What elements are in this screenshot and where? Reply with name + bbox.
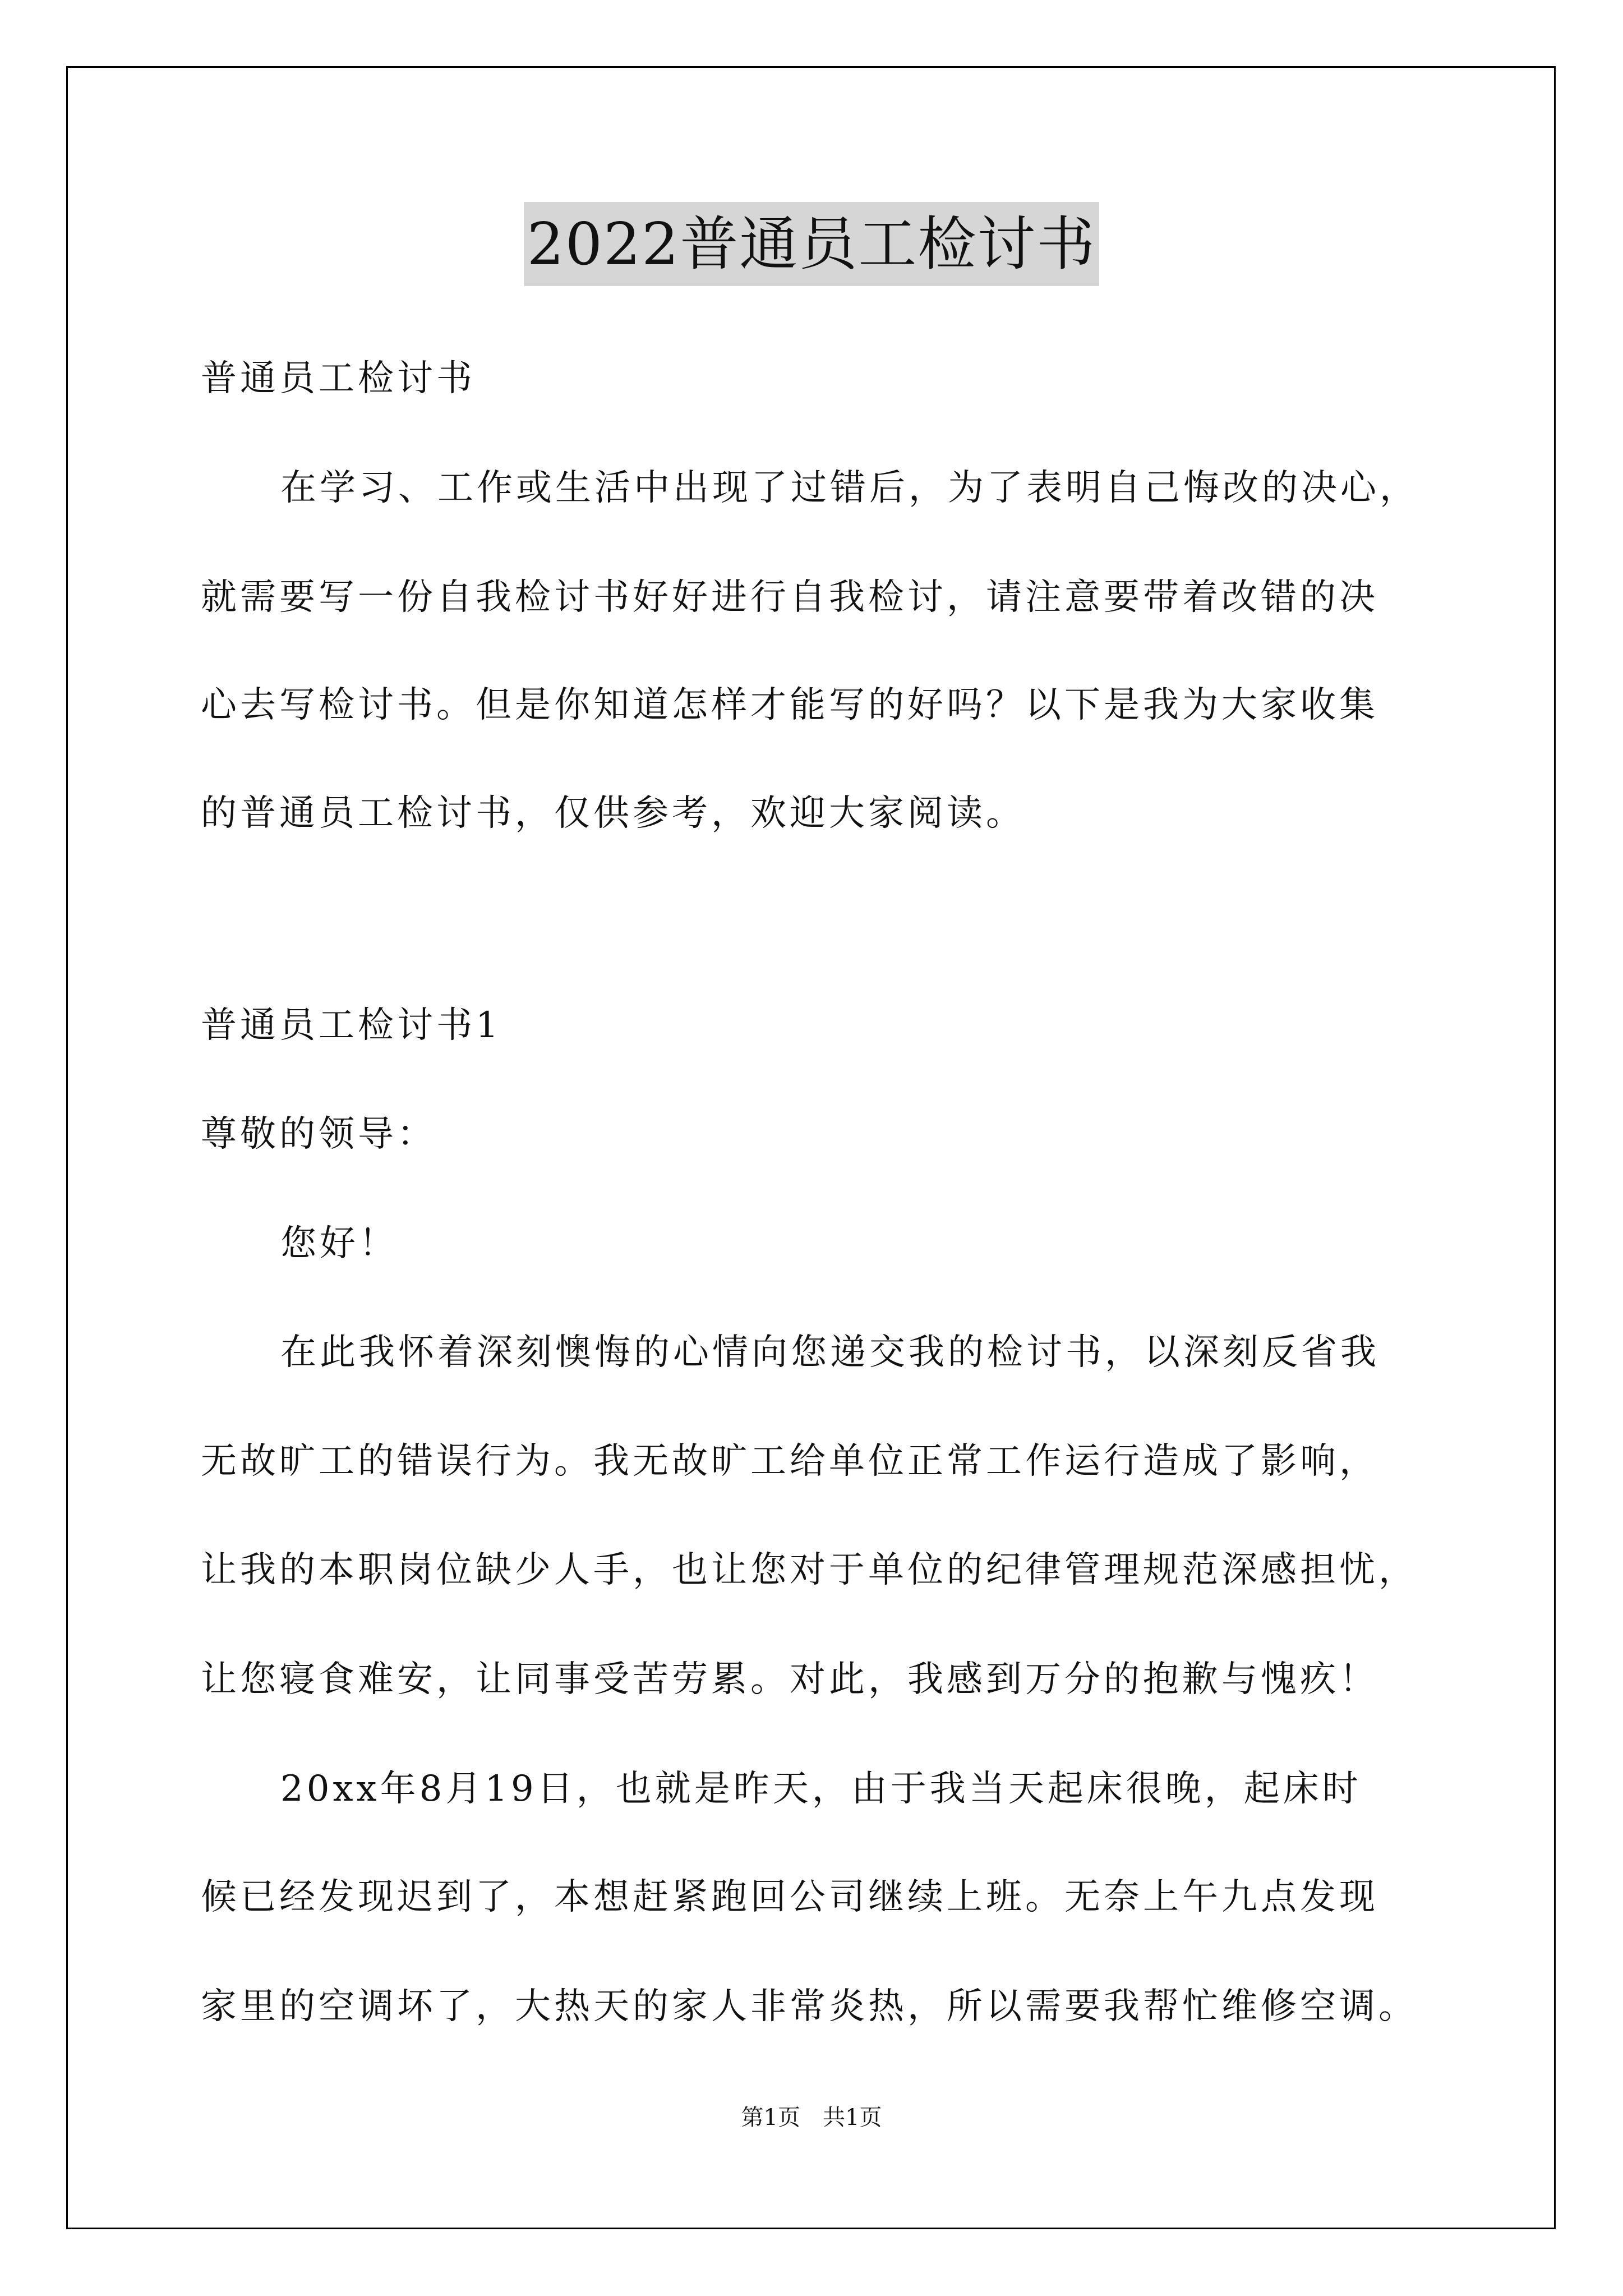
paragraph-line: 在此我怀着深刻懊悔的心情向您递交我的检讨书，以深刻反省我 (280, 1332, 1380, 1373)
salutation: 尊敬的领导： (201, 1114, 436, 1155)
paragraph-line: 候已经发现迟到了，本想赶紧跑回公司继续上班。无奈上午九点发现 (201, 1876, 1378, 1918)
paragraph-line: 心去写检讨书。但是你知道怎样才能写的好吗？以下是我为大家收集 (201, 684, 1378, 726)
paragraph-line: 让我的本职岗位缺少人手，也让您对于单位的纪律管理规范深感担忧， (201, 1549, 1418, 1591)
title-container (0, 202, 1623, 286)
paragraph-line: 家里的空调坏了，大热天的家人非常炎热，所以需要我帮忙维修空调。 (201, 1986, 1418, 2027)
page-footer: 第1页 共1页 (741, 2105, 882, 2131)
paragraph-line: 无故旷工的错误行为。我无故旷工给单位正常工作运行造成了影响， (201, 1441, 1378, 1482)
section-heading: 普通员工检讨书1 (201, 1005, 502, 1046)
subtitle-line: 普通员工检讨书 (201, 358, 476, 399)
paragraph-line: 让您寝食难安，让同事受苦劳累。对此，我感到万分的抱歉与愧疚！ (201, 1659, 1378, 1700)
greeting: 您好！ (280, 1223, 398, 1264)
document-title: 2022普通员工检讨书 (524, 202, 1100, 286)
paragraph-line: 20xx年8月19日，也就是昨天，由于我当天起床很晚，起床时 (280, 1768, 1362, 1810)
paragraph-line: 在学习、工作或生活中出现了过错后，为了表明自己悔改的决心， (280, 467, 1419, 509)
paragraph-line: 的普通员工检讨书，仅供参考，欢迎大家阅读。 (201, 793, 1025, 834)
paragraph-line: 就需要写一份自我检讨书好好进行自我检讨，请注意要带着改错的决 (201, 577, 1378, 618)
